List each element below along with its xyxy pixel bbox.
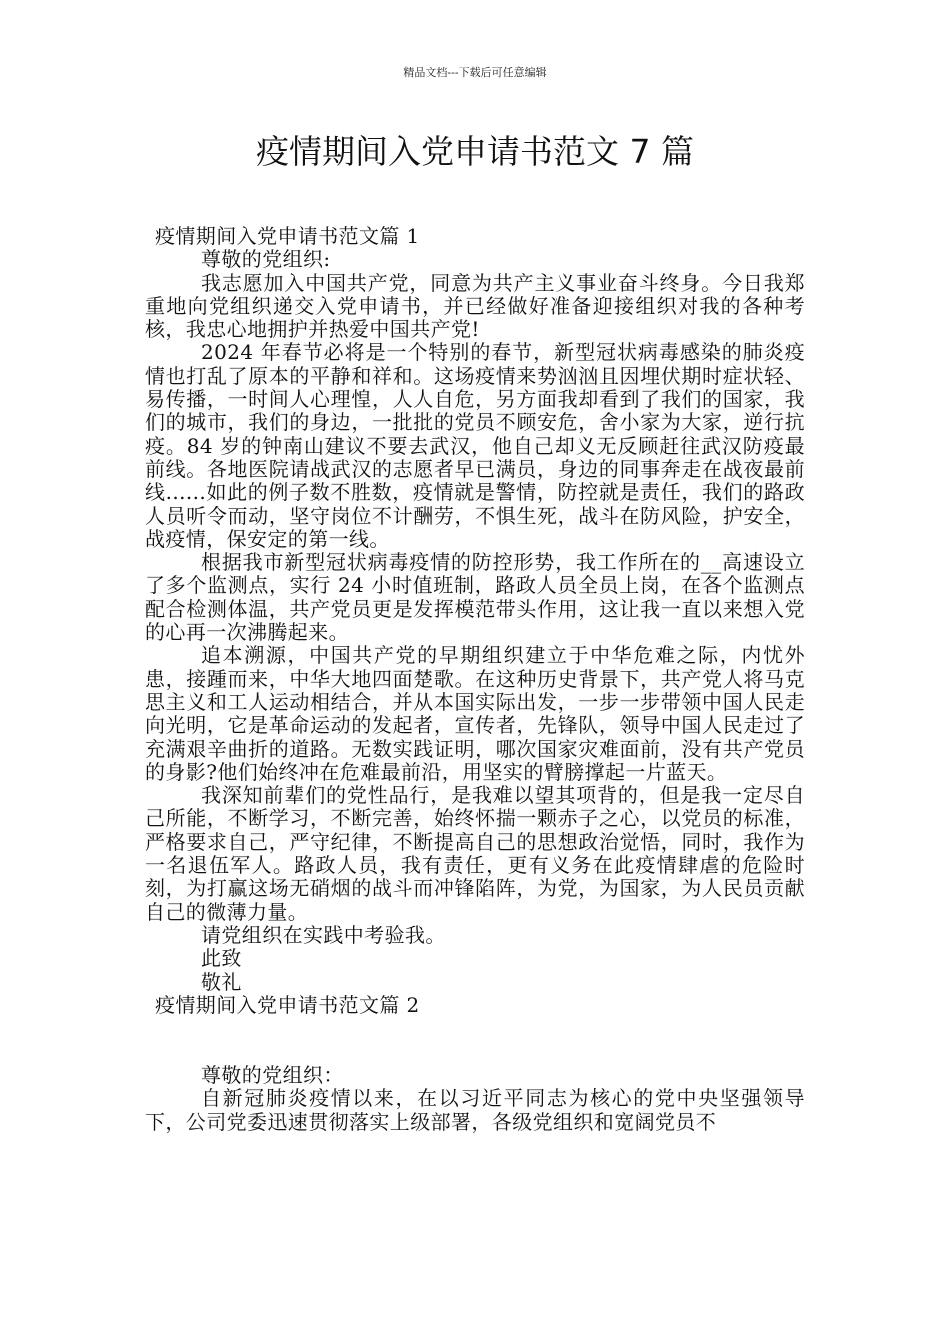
body-paragraph: 我志愿加入中国共产党，同意为共产主义事业奋斗终身。今日我郑重地向党组织递交入党申请书，并已经做好准备迎接组织对我的各种考核，我忠心地拥护并热爱中国共产党! (145, 270, 805, 342)
closing-line: 此致 (201, 946, 242, 971)
blank-spacer (145, 1017, 805, 1064)
body-paragraph: 自新冠肺炎疫情以来，在以习近平同志为核心的党中央坚强领导下，公司党委迅速贯彻落实上级部署，各级党组织和宽阔党员不 (145, 1086, 805, 1134)
page-header: 精品文档---下载后可任意编辑 (403, 66, 547, 79)
body-paragraph: 根据我市新型冠状病毒疫情的防控形势，我工作所在的__高速设立了多个监测点，实行 24 小时值班制，路政人员全员上岗，在各个监测点配合检测体温，共产党员更是发挥模范带头作用，这让我一直以来想入党的心再一次沸腾起来。 (145, 550, 805, 645)
section-heading: 疫情期间入党申请书范文篇 2 (155, 992, 420, 1017)
closing-line: 敬礼 (201, 969, 242, 994)
body-paragraph: 请党组织在实践中考验我。 (201, 922, 446, 947)
body-paragraph: 我深知前辈们的党性品行，是我难以望其项背的，但是我一定尽自己所能，不断学习，不断完善，始终怀揣一颗赤子之心，以党员的标准，严格要求自己，严守纪律，不断提高自己的思想政治觉悟，同时，我作为一名退伍军人。路政人员，我有责任，更有义务在此疫情肆虐的危险时刻，为打赢这场无硝烟的战斗而冲锋陷阵，为党，为国家，为人民员贡献自己的微薄力量。 (145, 783, 805, 924)
salutation: 尊敬的党组织： (201, 1063, 344, 1088)
document-body (145, 225, 805, 1134)
section-heading: 疫情期间入党申请书范文篇 1 (155, 224, 420, 248)
salutation: 尊敬的党组织: (201, 247, 331, 272)
body-paragraph: 2024 年春节必将是一个特别的春节，新型冠状病毒感染的肺炎疫情也打乱了原本的平静和祥和。这场疫情来势汹汹且因埋伏期时症状轻、易传播，一时间人心理惶，人人自危，另方面我却看到了我们的国家，我们的城市，我们的身边，一批批的党员不顾安危，舍小家为大家，逆行抗疫。84 岁的钟南山建议不要去武汉，他自己却义无反顾赶往武汉防疫最前线。各地医院请战武汉的志愿者早已满员，身边的同事奔走在战夜最前线......如此的例子数不胜数，疫情就是警情，防控就是责任，我们的路政人员听令而动，坚守岗位不计酬劳，不惧生死，战斗在防风险，护安全，战疫情，保安定的第一线。 (145, 340, 805, 551)
document-title: 疫情期间入党申请书范文 7 篇 (256, 132, 694, 171)
body-paragraph: 追本溯源，中国共产党的早期组织建立于中华危难之际，内忧外患，接踵而来，中华大地四面楚歌。在这种历史背景下，共产党人将马克思主义和工人运动相结合，并从本国实际出发，一步一步带领中国人民走向光明，它是革命运动的发起者，宣传者，先锋队，领导中国人民走过了充满艰辛曲折的道路。无数实践证明，哪次国家灾难面前，没有共产党员的身影?他们始终冲在危难最前沿，用坚实的臂膀撑起一片蓝天。 (145, 643, 805, 784)
